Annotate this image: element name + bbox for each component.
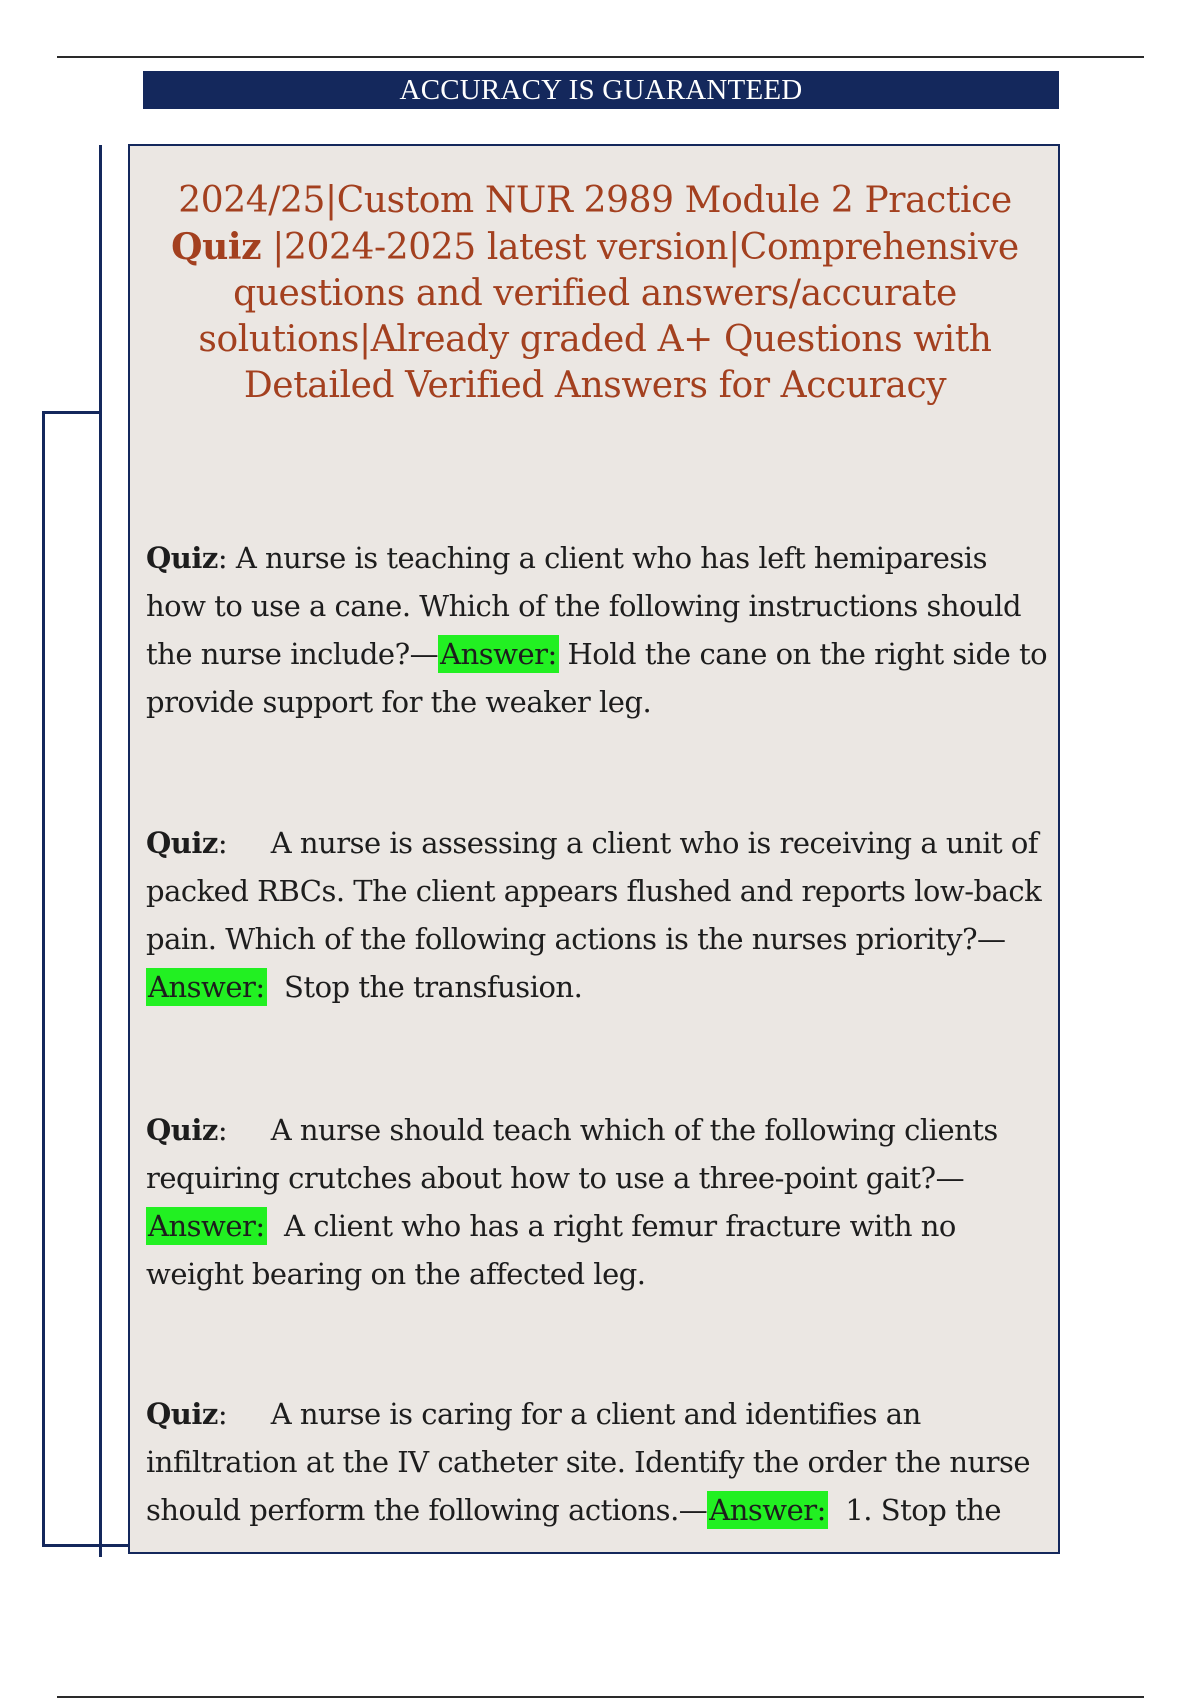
answer-label: Answer: [148,970,265,1004]
quiz-label: Quiz [146,1397,218,1431]
question-text: A nurse is assessing a client who is receiving a unit of packed RBCs. The client appears flushed and reports low-back pain. Which of the following actions is the nurses priority?— [146,826,1050,956]
title-line-1: 2024/25|Custom NUR 2989 Module 2 Practice [178,180,1012,221]
decorative-bracket-line [42,411,45,1546]
top-rule [57,56,1144,58]
question-text: A nurse should teach which of the following clients requiring crutches about how to use a three-point gait?— [146,1113,1007,1195]
answer-text: Stop the transfusion. [266,970,583,1004]
quiz-separator: : [217,1113,228,1147]
answer-label: Answer: [440,637,557,671]
qa-item [146,534,1051,726]
qa-item [146,819,1051,1011]
answer-text: Hold the cane on the right side to provide support for the weaker leg. [146,637,1048,719]
quiz-label: Quiz [146,1113,218,1147]
title-quiz-word: Quiz [171,226,262,268]
question-text: A nurse is caring for a client and identifies an infiltration at the IV catheter site. Identify the order the nurse should perform the following actions.— [146,1397,1039,1527]
quiz-label: Quiz [146,541,218,575]
decorative-bracket-line [99,145,102,1557]
quiz-separator: : [217,541,228,575]
title-rest: |2024-2025 latest version|Comprehensive questions and verified answers/accurate solutions|Already graded A+ Questions with Detailed Verified Answers for Accuracy [198,227,1019,406]
quiz-separator: : [217,826,228,860]
quiz-label: Quiz [146,826,218,860]
content-card [128,144,1060,1554]
answer-text: A client who has a right femur fracture with no weight bearing on the affected leg. [146,1209,965,1291]
answer-text: 1. Stop the [827,1493,1002,1527]
answer-label: Answer: [148,1209,265,1243]
answer-label: Answer: [709,1493,826,1527]
quiz-separator: : [217,1397,228,1431]
decorative-bracket-line [43,411,101,414]
question-text: A nurse is teaching a client who has left hemiparesis how to use a cane. Which of the following instructions should the nurse include?— [146,541,1022,671]
document-title [150,178,1040,409]
bottom-rule [57,1696,1144,1698]
qa-item [146,1390,1051,1534]
accuracy-banner: ACCURACY IS GUARANTEED [143,71,1059,109]
qa-item [146,1106,1051,1298]
